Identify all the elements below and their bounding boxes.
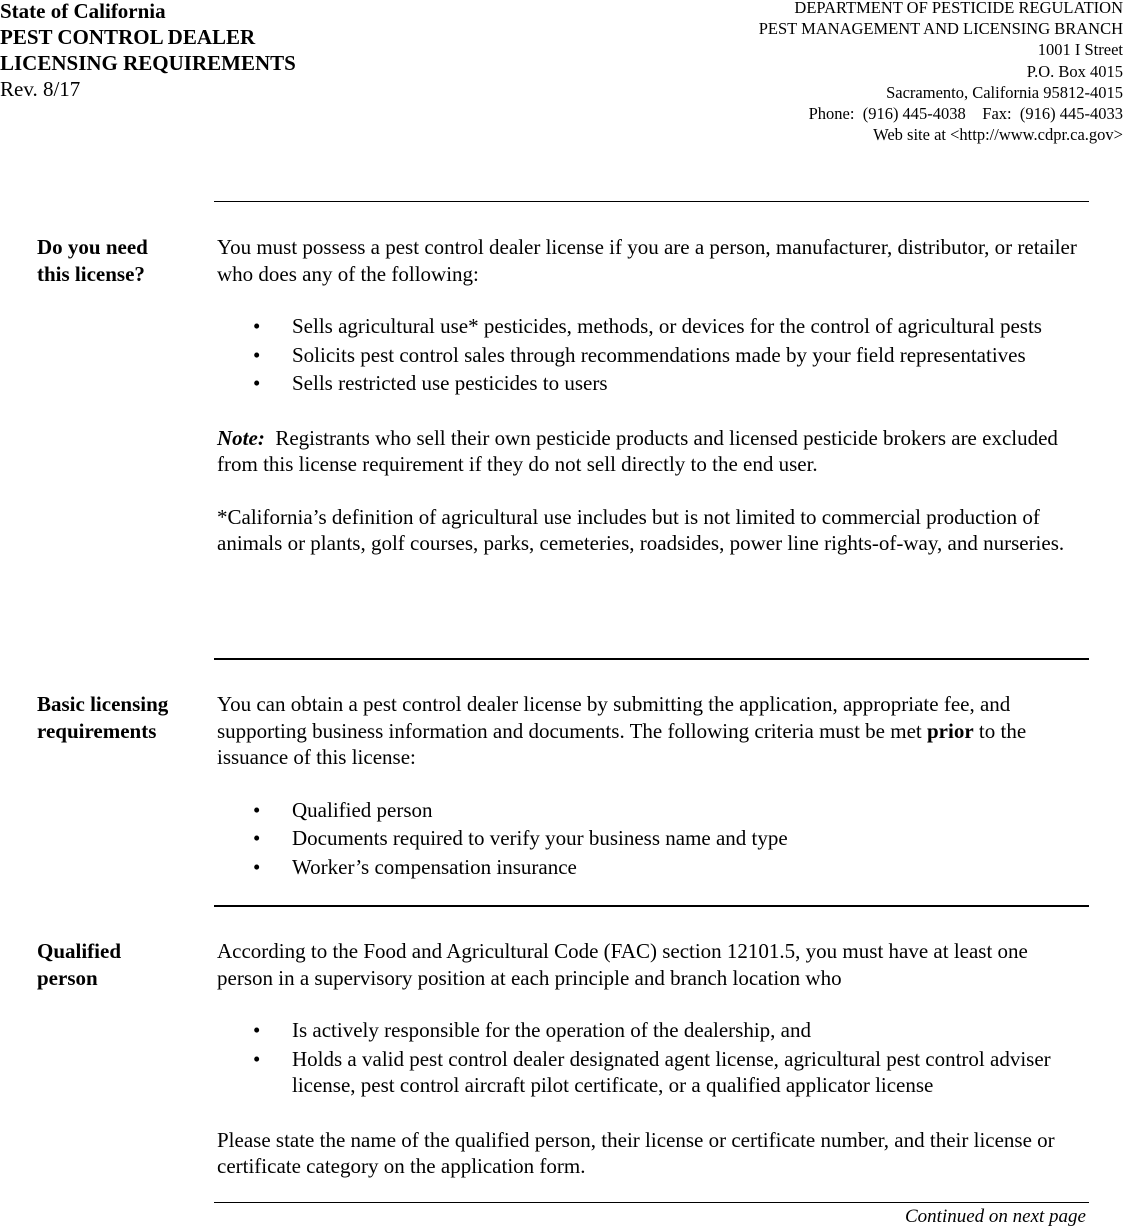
bullet-icon: •	[253, 797, 261, 822]
street-address: 1001 I Street	[1037, 40, 1123, 60]
section-body-need-license	[217, 234, 1077, 557]
emphasis-prior: prior	[927, 718, 974, 743]
section-label-qualified-person: Qualified person	[37, 939, 122, 990]
city-state-zip: Sacramento, California 95812-4015	[886, 82, 1123, 102]
section-divider	[214, 201, 1089, 202]
section-label-need-license: Do you need this license?	[37, 235, 148, 286]
branch-name: PEST MANAGEMENT AND LICENSING BRANCH	[758, 19, 1123, 39]
list-item: • Solicits pest control sales through recommendations made by your field representatives	[253, 342, 1026, 367]
list-item: • Documents required to verify your business name and type	[253, 826, 788, 850]
note-paragraph: Note: Registrants who sell their own pesticide products and licensed pesticide brokers are excluded from this license requirement if they do not sell directly to the end user.	[217, 425, 1058, 476]
paragraph: You can obtain a pest control dealer license by submitting the application, appropriate fee, and supporting business information and documents. The following criteria must be met prior to the issuance of this license:	[217, 692, 1027, 769]
po-box: P.O. Box 4015	[1026, 61, 1123, 81]
section-body-qualified-person	[217, 938, 1077, 1180]
bullet-icon: •	[253, 1018, 261, 1042]
bullet-icon: •	[253, 1046, 261, 1071]
website-link[interactable]: Web site at <http://www.cdpr.ca.gov>	[873, 125, 1123, 145]
section-divider	[214, 658, 1089, 660]
bullet-icon: •	[253, 826, 261, 850]
list-item: • Qualified person	[253, 797, 433, 822]
document-header-right	[759, 0, 1123, 145]
bullet-icon: •	[253, 854, 261, 879]
continued-note: Continued on next page	[905, 1206, 1086, 1227]
bullet-list	[217, 313, 1077, 397]
document-title-line-2: LICENSING REQUIREMENTS	[0, 51, 296, 75]
phone-fax: Phone: (916) 445-4038 Fax: (916) 445-4033	[808, 104, 1123, 124]
paragraph: Please state the name of the qualified person, their license or certificate number, and their license or certificate category on the application form.	[217, 1127, 1055, 1178]
section-divider	[214, 1202, 1089, 1203]
revision-label: Rev. 8/17	[0, 77, 81, 101]
list-item: • Sells agricultural use* pesticides, methods, or devices for the control of agricultural pests	[253, 314, 1042, 338]
document-header-left	[0, 0, 296, 102]
document-title-line-1: PEST CONTROL DEALER	[0, 25, 256, 49]
paragraph: According to the Food and Agricultural Code (FAC) section 12101.5, you must have at least one person in a supervisory position at each principle and branch location who	[217, 939, 1028, 990]
paragraph: You must possess a pest control dealer license if you are a person, manufacturer, distributor, or retailer who does any of the following:	[217, 235, 1077, 286]
note-label: Note:	[217, 425, 265, 450]
footnote: *California’s definition of agricultural use includes but is not limited to commercial production of animals or plants, golf courses, parks, cemeteries, roadsides, power line rights-of-way, and nurseries.	[217, 504, 1065, 555]
bullet-list	[217, 797, 1077, 881]
bullet-icon: •	[253, 371, 261, 395]
state-name: State of California	[0, 0, 166, 23]
list-item: • Holds a valid pest control dealer designated agent license, agricultural pest control adviser license, pest control aircraft pilot certificate, or a qualified applicator license	[253, 1046, 1051, 1097]
list-item: • Sells restricted use pesticides to users	[253, 371, 608, 395]
section-divider	[214, 905, 1089, 907]
bullet-icon: •	[253, 314, 261, 338]
department-name: DEPARTMENT OF PESTICIDE REGULATION	[794, 0, 1123, 17]
section-label-basic-requirements: Basic licensing requirements	[37, 692, 169, 743]
bullet-list	[217, 1017, 1077, 1099]
section-body-basic-requirements	[217, 691, 1077, 882]
list-item: • Worker’s compensation insurance	[253, 854, 577, 879]
list-item: • Is actively responsible for the operation of the dealership, and	[253, 1018, 811, 1042]
bullet-icon: •	[253, 342, 261, 367]
